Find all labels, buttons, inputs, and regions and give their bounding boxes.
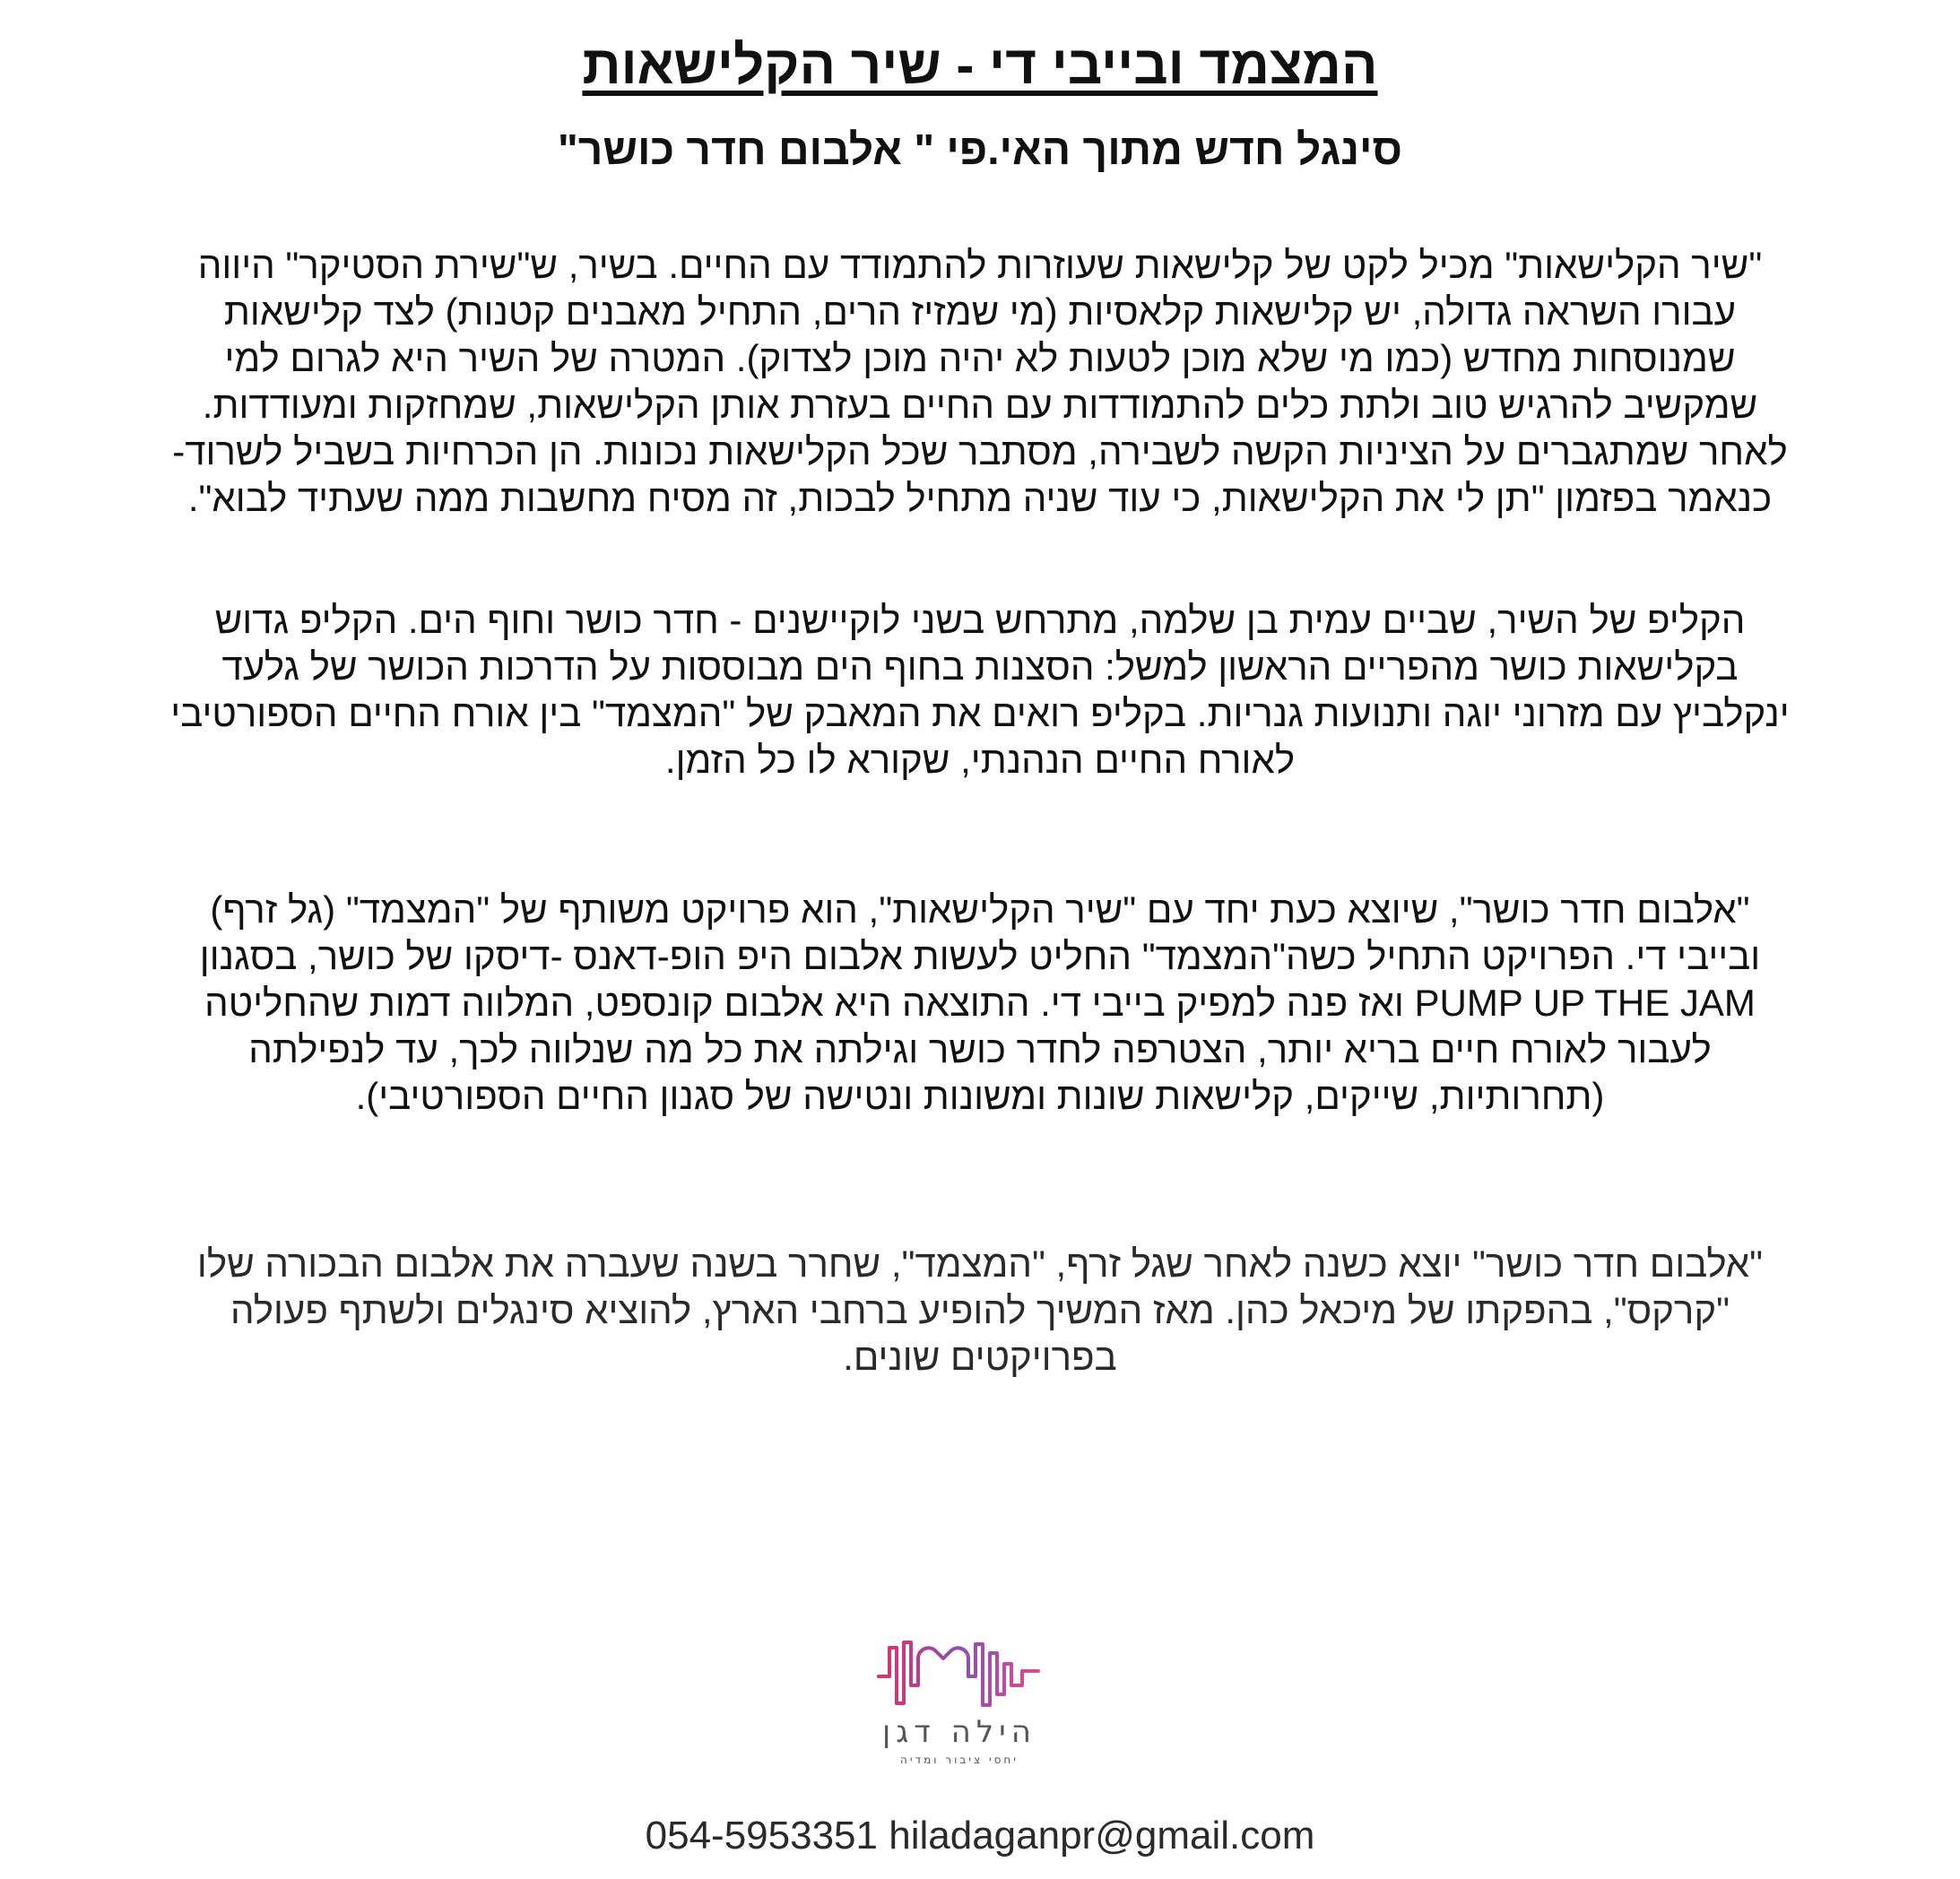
paragraph-line: לאחר שמתגברים על הציניות הקשה לשבירה, מסתבר שכל הקלישאות נכונות. הן הכרחיות בשביל לשרוד- (172, 430, 1788, 472)
paragraph-artist-background (59, 1241, 1901, 1381)
paragraph-line: בקלישאות כושר מהפריים הראשון למשל: הסצנות בחוף הים מבוססות על הדרכות הכושר של גלעד (221, 645, 1739, 688)
paragraph-line: (תחרותיות, שייקים, קלישאות שונות ומשונות ונטישה של סגנון החיים הספורטיבי). (355, 1075, 1605, 1117)
page-title: המצמד ובייבי די - שיר הקלישאות (582, 35, 1378, 95)
paragraph-line: PUMP UP THE JAM ואז פנה למפיק בייבי די. התוצאה היא אלבום קונספט, המלווה דמות שהחליטה (204, 982, 1756, 1024)
paragraph-line: ינקלביץ עם מזרוני יוגה ותנועות גנריות. בקליפ רואים את המאבק של "המצמד" בין אורח החיים הספורטיבי (170, 692, 1790, 734)
paragraph-clip-description (59, 597, 1901, 784)
paragraph-line: "קרקס", בהפקתו של מיכאל כהן. מאז המשיך להופיע ברחבי הארץ, להוציא סינגלים ולשתף פעולה (230, 1289, 1730, 1331)
paragraph-line: "אלבום חדר כושר" יוצא כשנה לאחר שגל זרף, "המצמד", שחרר בשנה שעברה את אלבום הבכורה שלו (196, 1243, 1764, 1285)
paragraph-line: בפרויקטים שונים. (843, 1336, 1117, 1378)
contact-info: 054-5953351 hiladaganpr@gmail.com (645, 1814, 1315, 1857)
paragraph-song-description (59, 242, 1901, 522)
paragraph-line: ובייבי די. הפרויקט התחיל כשה"המצמד" החליט לעשות אלבום היפ הופ-דאנס -דיסקו של כושר, בסגנון (199, 935, 1761, 977)
paragraph-line: עבורו השראה גדולה, יש קלישאות קלאסיות (מי שמזיז הרים, התחיל מאבנים קטנות) לצד קלישאות (223, 290, 1737, 333)
heart-soundwave-icon (870, 1632, 1049, 1712)
paragraph-line: הקליפ של השיר, שביים עמית בן שלמה, מתרחש בשני לוקיישנים - חדר כושר וחוף הים. הקליפ גדוש (214, 599, 1746, 641)
paragraph-line: "שיר הקלישאות" מכיל לקט של קלישאות שעוזרות להתמודד עם החיים. בשיר, ש"שירת הסטיקר" היווה (197, 244, 1763, 286)
paragraph-line: כנאמר בפזמון "תן לי את הקלישאות, כי עוד שניה מתחיל לבכות, זה מסיח מחשבות ממה שעתיד לבוא". (187, 477, 1773, 519)
page-subtitle: סינגל חדש מתוך האי.פי " אלבום חדר כושר" (557, 126, 1403, 174)
paragraph-line: לאורח החיים הנהנתי, שקורא לו כל הזמן. (664, 739, 1296, 781)
logo-tagline: יחסי ציבור ומדיה (900, 1753, 1019, 1766)
paragraph-line: שמקשיב להרגיש טוב ולתת כלים להתמודדות עם החיים בעזרת אותן הקלישאות, שמחזקות ומעודדות. (202, 384, 1758, 426)
paragraph-line: לעבור לאורח חיים בריא יותר, הצטרפה לחדר כושר וגילתה את כל מה שנלווה לכך, עד לנפילתה (248, 1028, 1712, 1070)
logo-name: הילה דגן (882, 1714, 1036, 1750)
logo (870, 1632, 1049, 1766)
paragraph-line: "אלבום חדר כושר", שיוצא כעת יחד עם "שיר הקלישאות", הוא פרויקט משותף של "המצמד" (גל זרף) (210, 888, 1750, 931)
paragraph-album-description (59, 887, 1901, 1120)
paragraph-line: שמנוסחות מחדש (כמו מי שלא מוכן לטעות לא יהיה מוכן לצדוק). המטרה של השיר היא לגרום למי (224, 337, 1736, 379)
